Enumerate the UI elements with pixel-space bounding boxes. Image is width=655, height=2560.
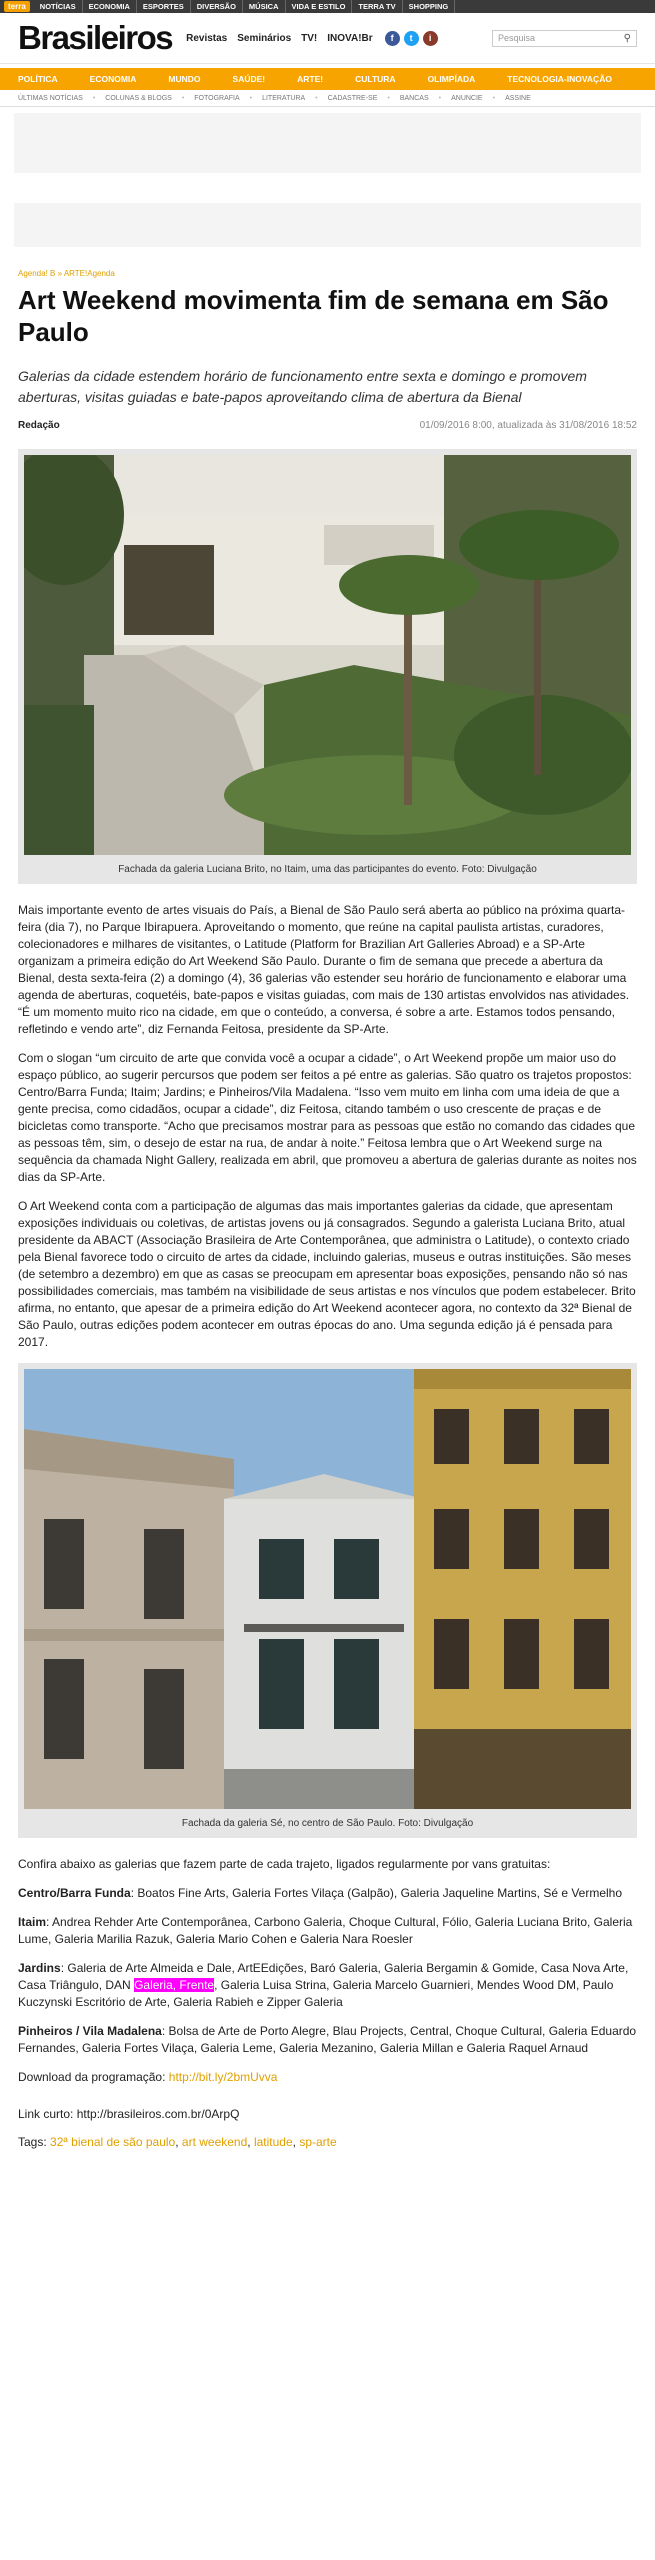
- route-label: Itaim: [18, 1915, 47, 1929]
- menu-item[interactable]: ECONOMIA: [89, 74, 137, 84]
- twitter-icon[interactable]: t: [404, 31, 419, 46]
- article-paragraph: O Art Weekend conta com a participação de algumas das mais importantes galerias da cidade, que apresentam exposições individuais ou coletivas, de artistas jovens ou já consagrados. Segundo a galerista Luciana Brito, atual presidente da ABACT (Associação Brasileira de Arte Contemporânea, que administra o Latitude), o contexto criado pela Bienal favorece todo o circuito de artes da cidade, incluindo galerias, museus e outras instituições. São meses (de setembro a dezembro) em que as casas se preocupam em apresentar boas exposições, pensando não só nas possibilidades comerciais, mas também na visibilidade de seus artistas e nos vínculos que podem estabelecer. Brito afirma, no entanto, que apesar de a primeira edição do Art Weekend acontecer agora, no contexto da 32ª Bienal de São Paulo, outras edições podem acontecer em outras épocas do ano. Uma segunda edição já é pensada para 2017.: [18, 1199, 636, 1349]
- submenu-item[interactable]: CADASTRE-SE: [327, 94, 378, 102]
- separator: •: [315, 94, 318, 102]
- tags-label: Tags:: [18, 2135, 51, 2149]
- nav-seminarios[interactable]: Seminários: [237, 32, 292, 44]
- topbar-link[interactable]: VIDA E ESTILO: [286, 0, 353, 13]
- route-jardins: [18, 1960, 637, 2011]
- separator: •: [181, 94, 185, 102]
- publish-dates: 01/09/2016 8:00, atualizada às 31/08/2016 18:52: [419, 420, 637, 431]
- topbar-link[interactable]: TERRA TV: [352, 0, 402, 13]
- search-icon[interactable]: ⚲: [623, 32, 631, 44]
- article: [0, 269, 655, 2149]
- nav-revistas[interactable]: Revistas: [186, 32, 228, 44]
- route-label: Pinheiros / Vila Madalena: [18, 2024, 162, 2038]
- menu-item[interactable]: SAÚDE!: [232, 74, 266, 84]
- topbar-link[interactable]: ESPORTES: [137, 0, 191, 13]
- photo-gallery-garden: [24, 455, 631, 855]
- tag-link[interactable]: art weekend: [181, 2135, 248, 2149]
- social-links: [385, 31, 438, 46]
- photo-gallery-facade: [24, 1369, 631, 1809]
- route-text: , Galeria Luisa Strina, Galeria Marcelo Guarnieri, Mendes Wood DM, Paulo Kuczynski Escritório de Arte, Galeria Rabieh e Zipper Galeria: [18, 1978, 614, 2009]
- menu-item[interactable]: CULTURA: [355, 74, 396, 84]
- submenu-item[interactable]: ÚLTIMAS NOTÍCIAS: [18, 94, 83, 102]
- article-meta: [18, 420, 637, 431]
- article-subtitle: Galerias da cidade estendem horário de funcionamento entre sexta e domingo e promovem aberturas, visitas guiadas e bate-papos aproveitando clima de abertura da Bienal: [18, 368, 587, 405]
- nav-inova[interactable]: INOVA!Br: [327, 32, 373, 44]
- instagram-icon[interactable]: i: [423, 31, 438, 46]
- nav-tv[interactable]: TV!: [301, 32, 318, 44]
- separator: •: [492, 94, 496, 102]
- route-text: : Andrea Rehder Arte Contemporânea, Carbono Galeria, Choque Cultural, Fólio, Galeria Luciana Brito, Galeria Lume, Galeria Marilia Razuk, Galeria Mario Cohen e Galeria Nara Roesler: [18, 1915, 633, 1946]
- route-centro: [18, 1885, 637, 1902]
- route-pinheiros: [18, 2023, 637, 2057]
- article-title: Art Weekend movimenta fim de semana em São Paulo: [18, 285, 609, 347]
- tag-link[interactable]: sp-arte: [299, 2135, 337, 2149]
- menu-item[interactable]: TECNOLOGIA-INOVAÇÃO: [507, 74, 612, 84]
- download-label: Download da programação:: [18, 2070, 169, 2084]
- topbar-link[interactable]: MÚSICA: [243, 0, 286, 13]
- route-itaim: [18, 1914, 637, 1948]
- topbar-link[interactable]: NOTÍCIAS: [34, 0, 83, 13]
- search-placeholder: Pesquisa: [498, 33, 536, 43]
- download-link[interactable]: http://bit.ly/2bmUvva: [168, 2070, 278, 2084]
- facebook-icon[interactable]: f: [385, 31, 400, 46]
- separator: •: [438, 94, 442, 102]
- search-input[interactable]: [492, 30, 637, 47]
- article-paragraph: Confira abaixo as galerias que fazem parte de cada trajeto, ligados regularmente por vans gratuitas:: [18, 1857, 551, 1871]
- submenu-item[interactable]: ANUNCIE: [451, 94, 483, 102]
- tags-line: Tags: 32ª bienal de são paulo, art weekend, latitude, sp-arte: [18, 2135, 337, 2149]
- submenu-item[interactable]: ASSINE: [505, 94, 531, 102]
- route-label: Centro/Barra Funda: [18, 1886, 131, 1900]
- site-logo[interactable]: Brasileiros: [18, 19, 173, 56]
- menu-item[interactable]: MUNDO: [168, 74, 201, 84]
- submenu-item[interactable]: LITERATURA: [262, 94, 306, 102]
- article-paragraph: Com o slogan “um circuito de arte que convida você a ocupar a cidade”, o Art Weekend propõe um maior uso do espaço público, ao sugerir percursos que podem ser feitos a pé entre as galerias. São quatro os trajetos propostos: Centro/Barra Funda; Itaim; Jardins; e Pinheiros/Vila Madalena. “Isso vem muito em linha com uma ideia de que a gente precisa, como cidadãos, ocupar a cidade”, diz Feitosa, citando também o uso crescente de praças e de bicicletas como transporte. “Acho que precisamos mostrar para as pessoas que estão no comando das cidades que as pessoas têm, sim, o desejo de estar na rua, de andar à noite.” Feitosa lembra que o Art Weekend surge na sequência da chamada Night Gallery, realizada em abril, que promoveu a abertura de galerias durante as noites nos dias da SP-Arte.: [18, 1051, 637, 1184]
- route-text: : Galeria de Arte Almeida e Dale, ArtEEdições, Baró Galeria, Galeria Bergamin & Gomide, Casa Nova Arte, Casa Triângulo, DAN: [18, 1961, 629, 1992]
- topbar-link[interactable]: DIVERSÃO: [191, 0, 243, 13]
- submenu-item[interactable]: FOTOGRAFIA: [194, 94, 240, 102]
- top-network-bar: [0, 0, 655, 13]
- route-text: : Bolsa de Arte de Porto Alegre, Blau Projects, Central, Choque Cultural, Galeria Eduardo Fernandes, Galeria Fortes Vilaça, Galeria Leme, Galeria Mezanino, Galeria Millan e Galeria Raquel Arnaud: [18, 2024, 637, 2055]
- sub-menu: [0, 90, 655, 107]
- site-header: [0, 13, 655, 64]
- topbar-link[interactable]: ECONOMIA: [83, 0, 137, 13]
- ad-banner: [14, 203, 641, 247]
- menu-item[interactable]: OLIMPÍADA: [427, 74, 476, 84]
- separator: •: [92, 94, 96, 102]
- short-link[interactable]: Link curto: http://brasileiros.com.br/0ArpQ: [18, 2107, 240, 2121]
- menu-item[interactable]: POLÍTICA: [18, 74, 58, 84]
- photo-caption: Fachada da galeria Luciana Brito, no Itaim, uma das participantes do evento. Foto: Divulgação: [118, 864, 537, 875]
- figure-gallery-luciana-brito: [18, 449, 637, 884]
- header-nav: [186, 33, 373, 44]
- menu-item[interactable]: ARTE!: [297, 74, 324, 84]
- separator: •: [249, 94, 253, 102]
- main-menu: [0, 68, 655, 90]
- breadcrumb[interactable]: Agenda! B » ARTE!Agenda: [18, 269, 115, 278]
- separator: •: [387, 94, 390, 102]
- ad-banner: [14, 113, 641, 173]
- submenu-item[interactable]: BANCAS: [399, 94, 429, 102]
- route-text: : Boatos Fine Arts, Galeria Fortes Vilaça (Galpão), Galeria Jaqueline Martins, Sé e Vermelho: [130, 1886, 623, 1900]
- author: Redação: [18, 420, 60, 431]
- figure-gallery-se: [18, 1363, 637, 1838]
- article-paragraph: Mais importante evento de artes visuais do País, a Bienal de São Paulo será aberta ao público na próxima quarta-feira (dia 7), no Parque Ibirapuera. Aproveitando o momento, que reúne na capital paulista artistas, curadores, colecionadores e milhares de visitantes, o Latitude (Platform for Brazilian Art Galleries Abroad) e a SP-Arte organizam a primeira edição do Art Weekend São Paulo. Durante o fim de semana que precede a abertura da Bienal, desta sexta-feira (2) a domingo (4), 36 galerias vão estender seu horário de funcionamento e elaborar uma agenda de aberturas, coquetéis, bate-papos e visitas guiadas, com mais de 130 artistas envolvidos nas atividades. “É um momento muito rico na cidade, em que o conteúdo, a conversa, é sobre a arte. Estamos todos pensando, refletindo e vendo arte”, diz Fernanda Feitosa, presidente da SP-Arte.: [18, 903, 630, 1036]
- tag-link[interactable]: latitude: [253, 2135, 293, 2149]
- download-line: [18, 2069, 637, 2086]
- highlighted-text[interactable]: Galeria, Frente: [134, 1978, 215, 1992]
- submenu-item[interactable]: COLUNAS & BLOGS: [105, 94, 172, 102]
- photo-caption: Fachada da galeria Sé, no centro de São Paulo. Foto: Divulgação: [181, 1818, 474, 1829]
- topbar-link[interactable]: SHOPPING: [403, 0, 456, 13]
- terra-logo[interactable]: terra: [4, 1, 30, 12]
- route-label: Jardins: [18, 1961, 61, 1975]
- tag-link[interactable]: 32ª bienal de são paulo: [50, 2135, 176, 2149]
